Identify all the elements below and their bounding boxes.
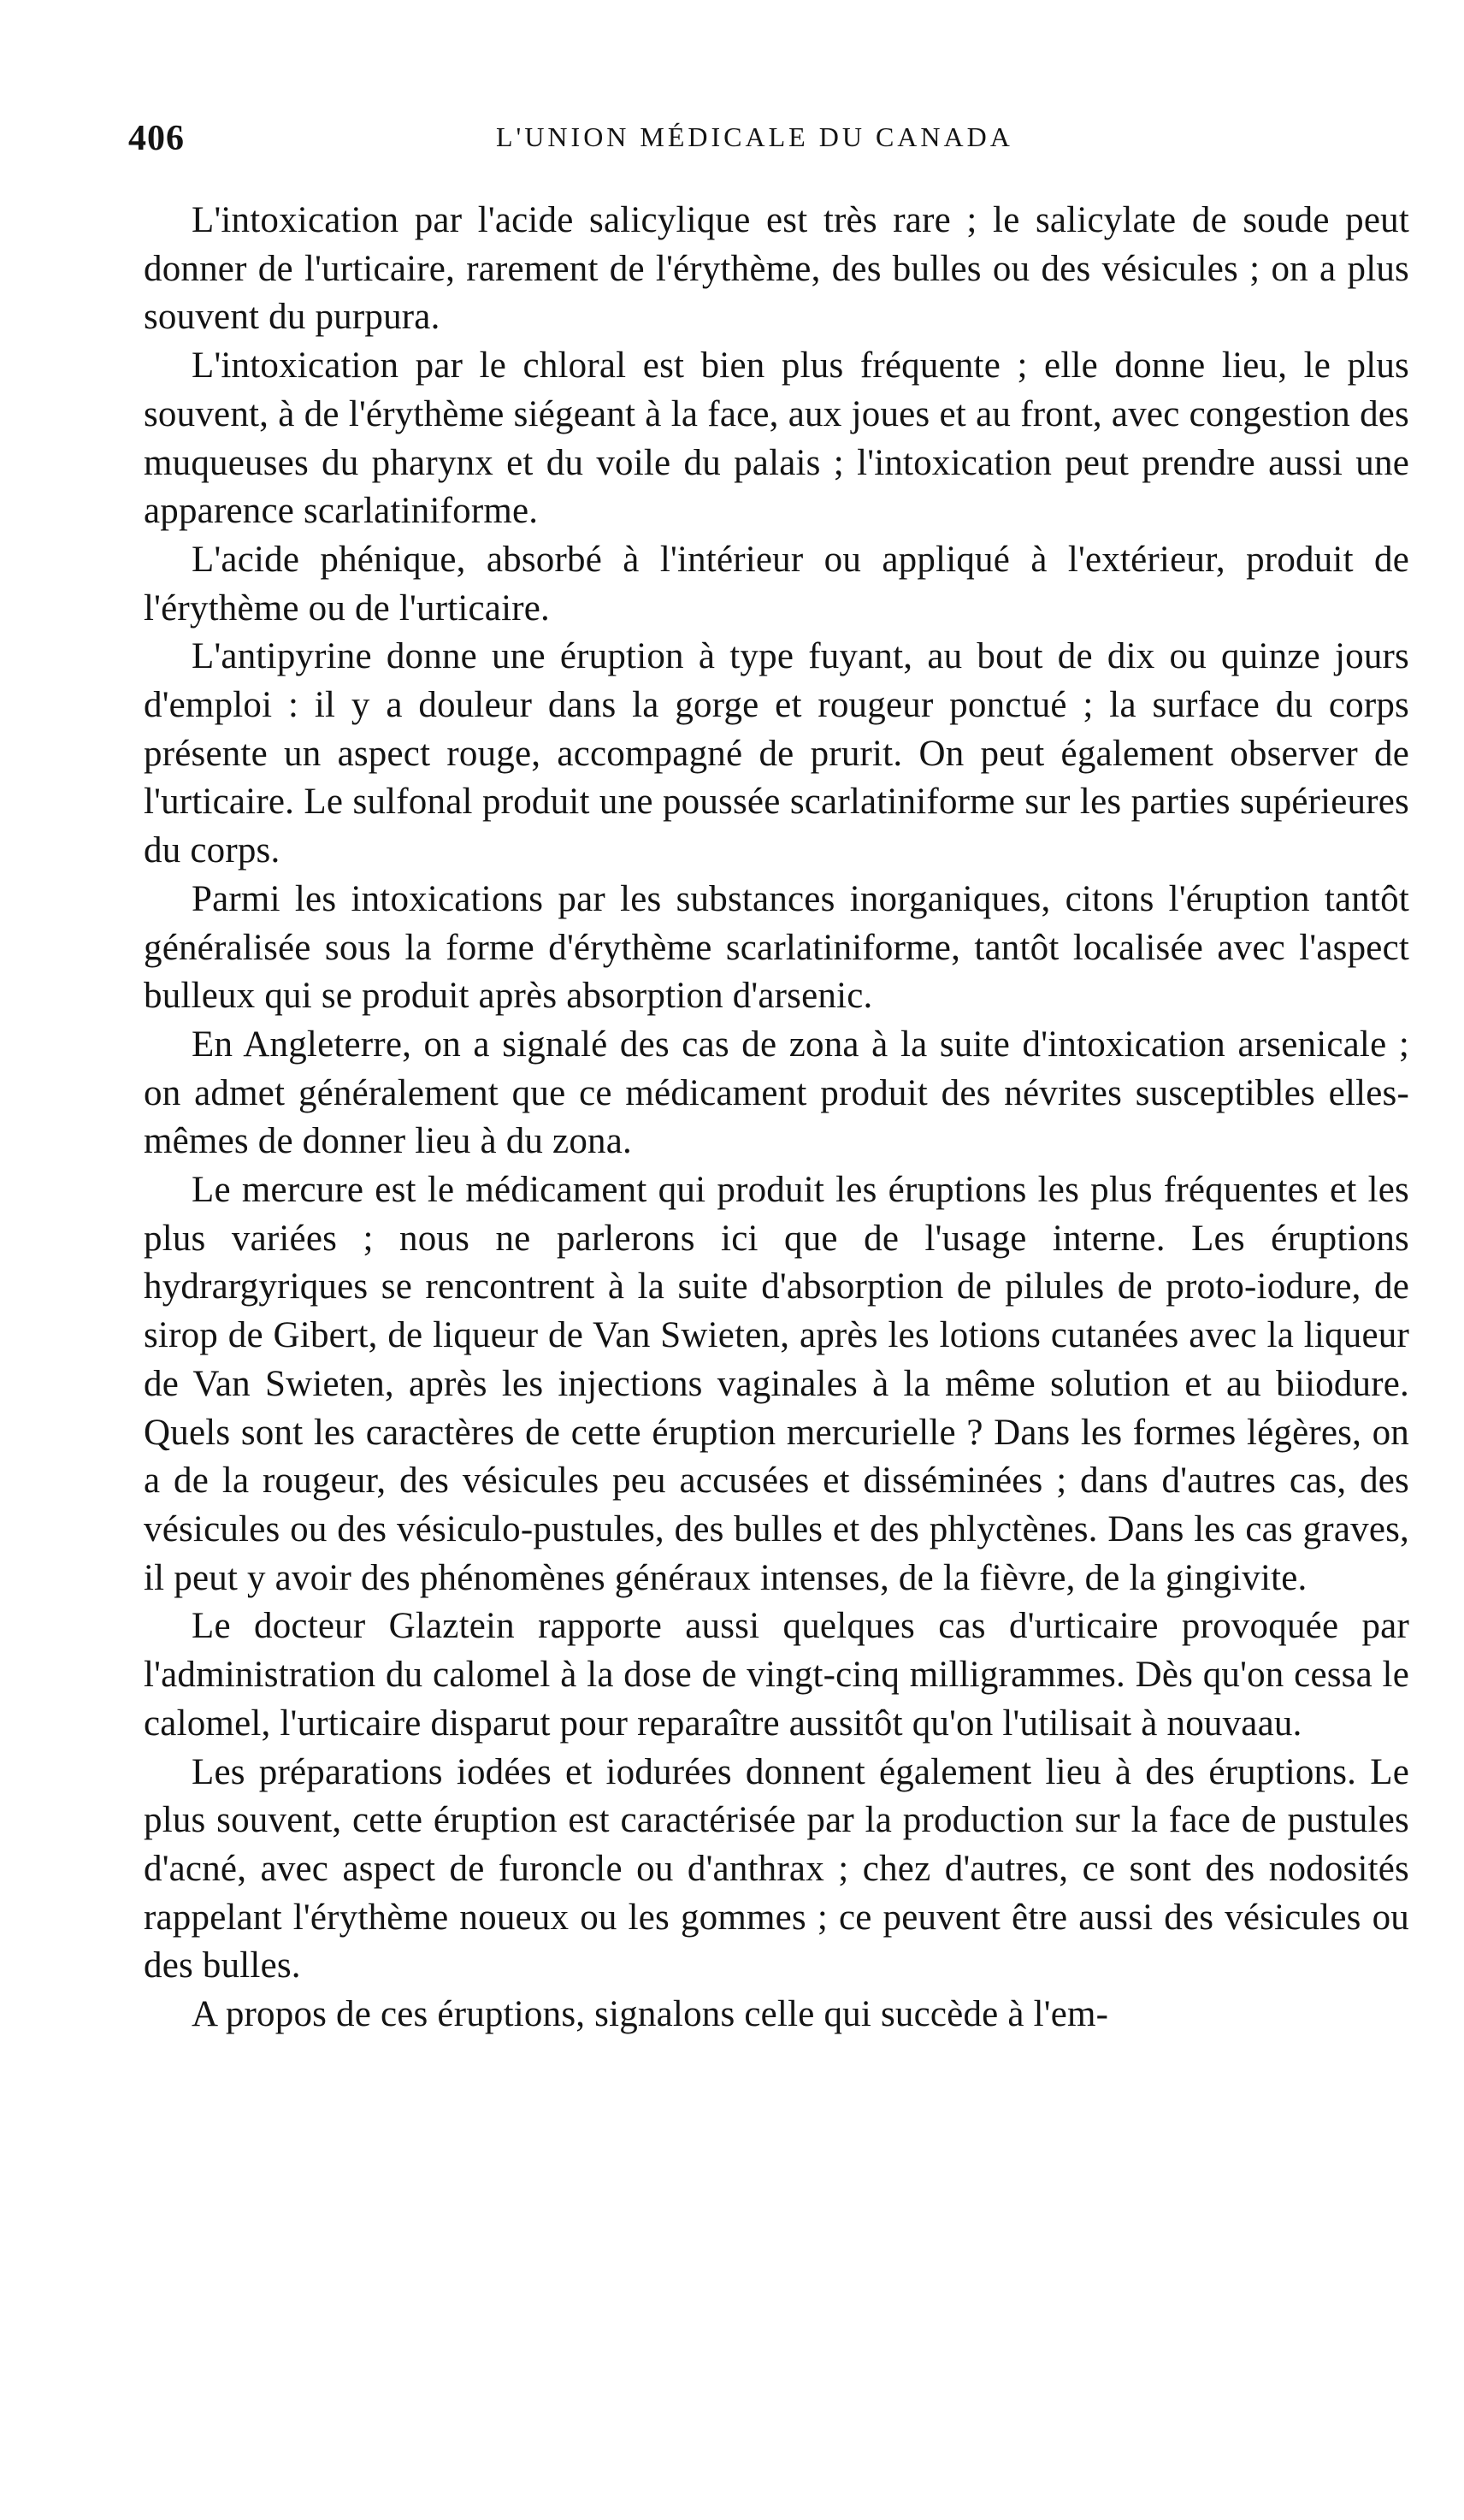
page-number: 406 [128, 119, 185, 158]
paragraph-substances-inorganiques: Parmi les intoxications par les substances inorganiques, citons l'éruption tantôt généralisée sous la forme d'érythème scarlatiniforme, tantôt localisée avec l'aspect bulleux qui se produit après absorption d'arsenic. [144, 878, 1409, 1017]
journal-title: L'UNION MÉDICALE DU CANADA [496, 121, 1013, 152]
paragraph-angleterre-zona: En Angleterre, on a signalé des cas de zona à la suite d'intoxication arsenicale ; on admet généralement que ce médicament produit des névrites susceptibles elles-mêmes de donner lieu à du zona. [144, 1024, 1409, 1162]
paragraph-preparations-iodees: Les préparations iodées et iodurées donnent également lieu à des éruptions. Le plus souvent, cette éruption est caractérisée par la production sur la face de pustules d'acné, avec aspect de furoncle ou d'anthrax ; chez d'autres, ce sont des nodosités rappelant l'érythème noueux ou les gommes ; ce peuvent être aussi des vésicules ou des bulles. [144, 1751, 1409, 1986]
paragraph-calomel: Le docteur Glaztein rapporte aussi quelques cas d'urticaire provoquée par l'administration du calomel à la dose de vingt-cinq milligrammes. Dès qu'on cessa le calomel, l'urticaire disparut pour reparaître aussitôt qu'on l'utilisait à nouvaau. [144, 1606, 1409, 1744]
paragraph-mercure: Le mercure est le médicament qui produit les éruptions les plus fréquentes et les plus variées ; nous ne parlerons ici que de l'usage interne. Les éruptions hydrargyriques se rencontrent à la suite d'absorption de pilules de proto-iodure, de sirop de Gibert, de liqueur de Van Swieten, après les lotions cutanées avec la liqueur de Van Swieten, après les injections vaginales à la même solution et au biiodure. Quels sont les caractères de cette éruption mercurielle ? Dans les formes légères, on a de la rougeur, des vésicules peu accusées et disséminées ; dans d'autres cas, des vésicules ou des vésiculo-pustules, des bulles et des phlyctènes. Dans les cas graves, il peut y avoir des phénomènes généraux intenses, de la fièvre, de la gingivite. [144, 1170, 1409, 1598]
body-text [144, 197, 1409, 2039]
paragraph-a-propos: A propos de ces éruptions, signalons celle qui succède à l'em- [192, 1994, 1109, 2035]
paragraph-antipyrine: L'antipyrine donne une éruption à type fuyant, au bout de dix ou quinze jours d'emploi : il y a douleur dans la gorge et rougeur ponctué ; la surface du corps présente un aspect rouge, accompagné de prurit. On peut également observer de l'urticaire. Le sulfonal produit une poussée scarlatiniforme sur les parties supérieures du corps. [144, 636, 1409, 871]
running-head [128, 118, 1343, 161]
paragraph-acide-phenique: L'acide phénique, absorbé à l'intérieur ou appliqué à l'extérieur, produit de l'érythème ou de l'urticaire. [144, 539, 1409, 629]
paragraph-chloral: L'intoxication par le chloral est bien plus fréquente ; elle donne lieu, le plus souvent, à de l'érythème siégeant à la face, aux joues et au front, avec congestion des muqueuses du pharynx et du voile du palais ; l'intoxication peut prendre aussi une apparence scarlatiniforme. [144, 345, 1409, 532]
paragraph-salicylique: L'intoxication par l'acide salicylique est très rare ; le salicylate de soude peut donner de l'urticaire, rarement de l'érythème, des bulles ou des vésicules ; on a plus souvent du purpura. [144, 200, 1409, 338]
